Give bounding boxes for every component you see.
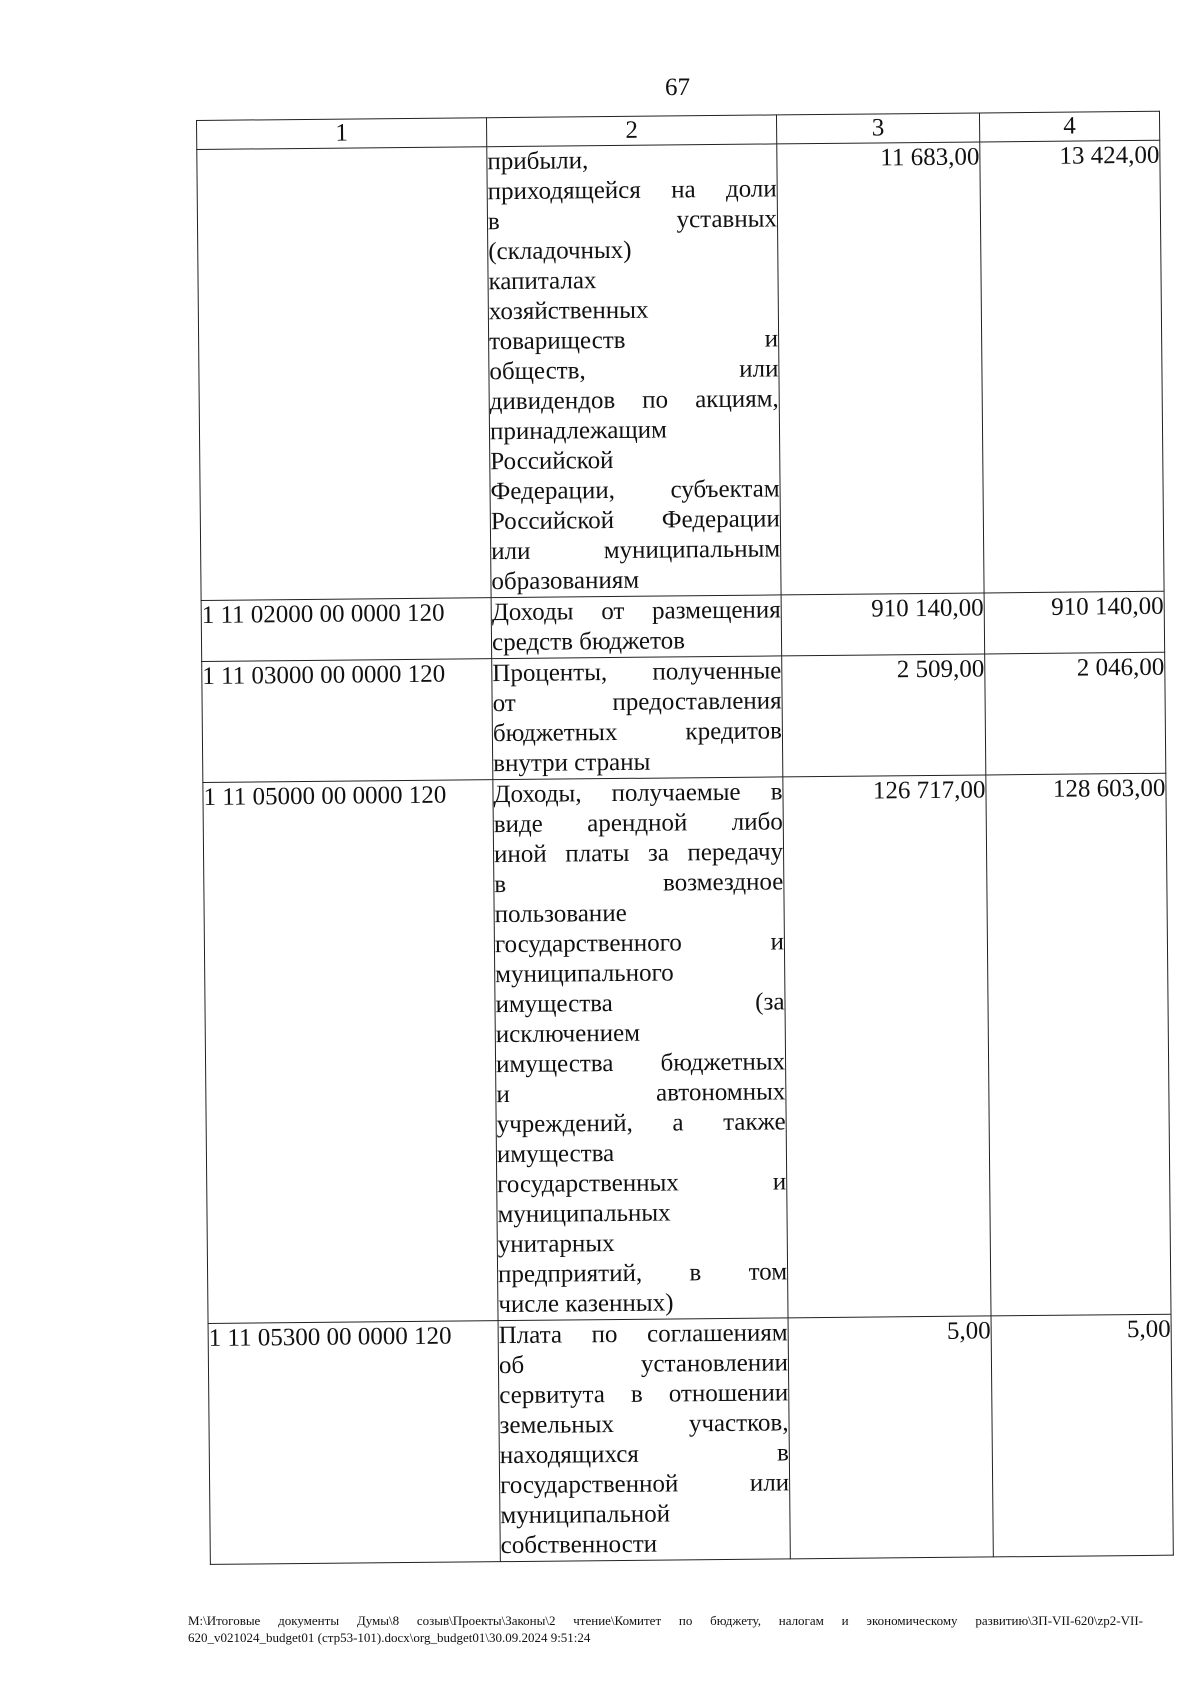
document-path-footer: [188, 1612, 1143, 1646]
description-line: имущества бюджетных: [495, 1048, 786, 1079]
table-row: [202, 652, 1166, 782]
description-line: виде арендной либо: [493, 808, 783, 839]
description-line: Доходы, получаемые в: [493, 778, 783, 809]
description-line: земельных участков,: [499, 1409, 789, 1440]
description-line: числе казенных): [498, 1289, 674, 1319]
header-col-3: 3: [776, 113, 979, 144]
amount-cell-col-4: [991, 1314, 1173, 1557]
description-line: муниципальной: [500, 1500, 671, 1530]
description-line: иной платы за передачу: [493, 838, 784, 869]
description-line: в возмездное: [494, 868, 784, 899]
budget-code-cell: 1 11 03000 00 0000 120: [202, 659, 493, 783]
amount-value: 910 140,00: [871, 594, 984, 623]
description-line: сервитута в отношении: [499, 1379, 789, 1410]
amount-value: 5,00: [1126, 1315, 1171, 1344]
table-row: [201, 591, 1165, 661]
description-line: дивидендов по акциям,: [489, 385, 779, 416]
budget-table: [196, 111, 1174, 1565]
amount-value: 128 603,00: [1052, 774, 1166, 803]
description-line: (складочных): [488, 236, 632, 266]
description-line: государственного и: [494, 928, 785, 959]
table-row: [197, 140, 1164, 600]
description-cell: [492, 656, 783, 780]
description-line: имущества: [496, 1140, 615, 1169]
table-row: [203, 773, 1171, 1323]
description-line: принадлежащим: [489, 416, 667, 446]
amount-cell-col-4: [985, 652, 1166, 775]
description-cell: [491, 595, 782, 659]
description-line: собственности: [500, 1530, 658, 1560]
description-line: приходящейся на доли: [487, 175, 777, 206]
footer-line-2: 620_v021024_budget01 (стр53-101).docx\org_budget01\30.09.2024 9:51:24: [188, 1630, 591, 1645]
amount-cell-col-3: [788, 1316, 993, 1559]
description-line: средств бюджетов: [491, 627, 686, 657]
description-line: и автономных: [496, 1078, 786, 1109]
description-line: предприятий, в том: [497, 1258, 788, 1289]
description-line: или муниципальным: [491, 535, 781, 566]
description-line: муниципальных: [497, 1199, 671, 1229]
amount-value: 910 140,00: [1051, 592, 1164, 621]
amount-value: 2 509,00: [896, 655, 985, 684]
description-line: государственных и: [497, 1168, 787, 1199]
amount-cell-col-4: [986, 773, 1171, 1316]
table-row: [208, 1314, 1173, 1564]
amount-cell-col-3: [777, 142, 984, 595]
description-line: учреждений, а также: [496, 1108, 786, 1139]
description-line: хозяйственных: [488, 296, 649, 326]
description-line: товариществ и: [489, 325, 779, 356]
description-line: Федерации, субъектам: [490, 475, 780, 506]
description-line: Плата по соглашениям: [498, 1319, 788, 1350]
description-line: внутри страны: [493, 748, 651, 778]
amount-value: 13 424,00: [1059, 141, 1160, 170]
description-line: имущества (за: [495, 988, 785, 1019]
description-line: об установлении: [498, 1349, 789, 1380]
description-line: образованиям: [491, 566, 640, 596]
header-col-2: 2: [486, 115, 776, 147]
description-cell: [498, 1318, 790, 1562]
description-line: капиталах: [488, 267, 597, 296]
amount-value: 126 717,00: [872, 776, 986, 805]
description-line: исключением: [495, 1019, 641, 1049]
header-col-1: 1: [197, 118, 487, 150]
description-line: Проценты, полученные: [492, 657, 782, 688]
budget-code-cell: [197, 147, 491, 601]
description-cell: [493, 777, 788, 1321]
description-line: унитарных: [497, 1230, 615, 1259]
amount-cell-col-4: [980, 140, 1164, 593]
description-cell: [487, 144, 781, 598]
amount-value: 2 046,00: [1076, 653, 1165, 682]
description-line: Российской: [490, 447, 614, 476]
description-line: муниципального: [495, 959, 674, 989]
description-line: Доходы от размещения: [491, 596, 781, 627]
amount-value: 5,00: [946, 1317, 991, 1345]
description-line: бюджетных кредитов: [492, 717, 783, 748]
budget-code-cell: 1 11 05300 00 0000 120: [208, 1321, 500, 1565]
footer-line-1: М:\Итоговые документы Думы\8 созыв\Проекты\Законы\2 чтение\Комитет по бюджету, налогам и экономическому развитию\ЗП-VII-620\zp2-VII-: [188, 1613, 1143, 1628]
description-line: пользование: [494, 899, 627, 929]
amount-cell-col-4: [984, 591, 1165, 654]
budget-code-cell: 1 11 05000 00 0000 120: [203, 780, 498, 1324]
page-number: 67: [665, 74, 690, 101]
amount-cell-col-3: [783, 775, 991, 1318]
description-line: Российской Федерации: [490, 505, 780, 536]
budget-code-cell: 1 11 02000 00 0000 120: [201, 598, 492, 662]
description-line: от предоставления: [492, 687, 782, 718]
header-col-4: 4: [979, 111, 1159, 142]
description-line: в уставных: [487, 205, 778, 236]
description-line: обществ, или: [489, 355, 779, 386]
amount-cell-col-3: [781, 593, 985, 656]
description-line: государственной или: [499, 1469, 790, 1500]
description-line: прибыли,: [487, 147, 589, 176]
amount-cell-col-3: [782, 654, 986, 777]
table-body: [197, 140, 1174, 1564]
description-line: находящихся в: [499, 1439, 789, 1470]
amount-value: 11 683,00: [880, 143, 980, 172]
